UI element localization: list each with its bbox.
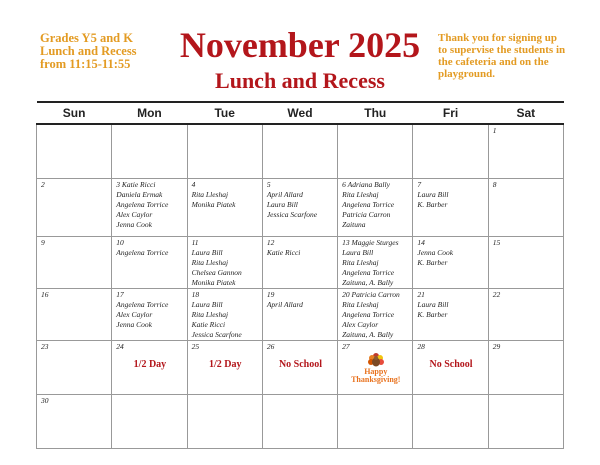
weekday-sun: Sun (37, 102, 112, 124)
volunteer-name: Chelsea Gannon (191, 268, 242, 277)
day-cell (413, 289, 488, 341)
day-cell (262, 179, 337, 237)
volunteer-name: Katie Ricci (191, 320, 226, 329)
volunteer-name: Monika Piatek (191, 278, 236, 287)
volunteer-name: Angelena Torrice (342, 268, 395, 277)
weekday-fri: Fri (413, 102, 488, 124)
day-cell (112, 289, 187, 341)
day-number: 14 (417, 238, 425, 247)
day-number: 17 (116, 290, 124, 299)
day-cell (37, 289, 112, 341)
weekday-wed: Wed (262, 102, 337, 124)
day-cell (338, 289, 413, 341)
volunteer-name: Laura Bill (191, 300, 223, 309)
volunteer-name: Zaituna, A. Bally (342, 330, 394, 339)
day-number: 8 (492, 180, 497, 189)
calendar-title: November 2025 (179, 25, 421, 65)
day-number: 10 (116, 238, 124, 247)
day-number: 5 (266, 180, 271, 189)
volunteer-name: Zaituna, A. Bally (342, 278, 394, 287)
volunteer-name: Patricia Carron (342, 210, 391, 219)
day-number: 12 (266, 238, 275, 247)
volunteer-name: Laura Bill (266, 200, 298, 209)
volunteer-name: Alex Caylor (116, 210, 153, 219)
turkey-icon (368, 352, 384, 368)
day-number: 26 (266, 342, 275, 351)
day-number: 11 (191, 238, 199, 247)
volunteer-name: Daniela Ermak (116, 190, 163, 199)
day-number: 1 (492, 126, 497, 135)
thank-you-note: Thank you for signing up to supervise the students in the cafeteria and on the playground. (438, 32, 566, 80)
day-number: 15 (492, 238, 501, 247)
week-row (37, 289, 564, 341)
volunteer-name: Laura Bill (417, 300, 449, 309)
grade-info: Grades Y5 and K Lunch and Recess from 11:15-11:55 (40, 31, 137, 71)
volunteer-name: Rita Lleshaj (342, 300, 379, 309)
day-cell (338, 395, 413, 449)
volunteer-name: Rita Lleshaj (191, 310, 229, 319)
calendar-body (37, 124, 564, 449)
day-number: 24 (116, 342, 124, 351)
day-cell (262, 289, 337, 341)
volunteer-name: Jessica Scarfone (266, 210, 318, 219)
day-number: 30 (41, 396, 49, 405)
volunteer-name: Angelena Torrice (342, 310, 395, 319)
week-row (37, 179, 564, 237)
thanksgiving-text: Thanksgiving! (351, 375, 401, 384)
day-cell (187, 341, 262, 395)
volunteer-name: Adriana Bally (347, 180, 390, 189)
volunteer-name: Alex Caylor (116, 310, 153, 319)
thanksgiving-graphic (342, 352, 409, 384)
volunteer-name: April Allard (266, 190, 303, 199)
volunteer-name: Rita Lleshaj (191, 258, 229, 267)
day-cell (413, 395, 488, 449)
calendar-grid (36, 101, 564, 449)
day-cell (488, 395, 563, 449)
day-number: 20 Patricia Carron (342, 290, 400, 299)
day-cell (338, 124, 413, 179)
day-cell (37, 395, 112, 449)
day-cell (37, 179, 112, 237)
thanksgiving-text: Happy (364, 367, 388, 376)
day-cell (112, 124, 187, 179)
day-cell (187, 237, 262, 289)
day-cell (187, 124, 262, 179)
day-cell (488, 124, 563, 179)
volunteer-name: Katie Ricci (266, 248, 301, 257)
day-number: 21 (417, 290, 425, 299)
day-number: 28 (417, 342, 425, 351)
volunteer-name: Rita Lleshaj (342, 258, 379, 267)
volunteer-name: Jenna Cook (116, 220, 152, 229)
volunteer-name: Rita Lleshaj (191, 190, 229, 199)
day-number: 9 (41, 238, 45, 247)
volunteer-name: Laura Bill (191, 248, 223, 257)
day-cell (488, 289, 563, 341)
volunteer-name: Angelena Torrice (116, 248, 169, 257)
day-cell (112, 237, 187, 289)
volunteer-name: Rita Lleshaj (342, 190, 379, 199)
volunteer-name: Angelena Torrice (116, 200, 169, 209)
week-row (37, 237, 564, 289)
volunteer-name: Monika Piatek (191, 200, 236, 209)
day-note: No School (429, 359, 473, 370)
calendar-subtitle: Lunch and Recess (215, 68, 385, 93)
volunteer-name: Angelena Torrice (342, 200, 395, 209)
day-number: 18 (191, 290, 200, 299)
volunteer-name: Alex Caylor (342, 320, 379, 329)
day-cell (262, 341, 337, 395)
volunteer-name: Katie Ricci (121, 180, 156, 189)
day-cell (413, 179, 488, 237)
day-cell (37, 124, 112, 179)
day-cell (413, 124, 488, 179)
day-cell (112, 395, 187, 449)
day-number: 7 (417, 180, 422, 189)
day-number: 16 (41, 290, 49, 299)
volunteer-name: K. Barber (417, 200, 448, 209)
volunteer-name: Patricia Carron (351, 290, 400, 299)
day-cell (413, 237, 488, 289)
day-number: 27 (342, 342, 350, 351)
volunteer-name: K. Barber (417, 258, 448, 267)
day-cell (338, 341, 413, 395)
day-number: 2 (41, 180, 45, 189)
day-cell (262, 395, 337, 449)
day-cell (187, 395, 262, 449)
day-number: 25 (191, 342, 200, 351)
day-cell (488, 341, 563, 395)
day-cell (488, 179, 563, 237)
volunteer-name: K. Barber (417, 310, 448, 319)
day-number: 4 (191, 180, 196, 189)
day-cell (187, 289, 262, 341)
day-cell (112, 179, 187, 237)
volunteer-name: Maggie Sturges (351, 238, 399, 247)
day-cell (488, 237, 563, 289)
day-note: No School (278, 359, 323, 370)
day-cell (37, 341, 112, 395)
day-cell (338, 237, 413, 289)
volunteer-name: April Allard (266, 300, 303, 309)
day-note: 1/2 Day (208, 359, 242, 370)
day-cell (413, 341, 488, 395)
day-number: 19 (266, 290, 275, 299)
weekday-header-row (37, 102, 564, 124)
weekday-thu: Thu (338, 102, 413, 124)
day-cell (262, 237, 337, 289)
day-number: 6 Adriana Bally (342, 180, 390, 189)
weekday-tue: Tue (187, 102, 262, 124)
volunteer-name: Jenna Cook (116, 320, 152, 329)
day-number: 29 (492, 342, 501, 351)
day-note: 1/2 Day (133, 359, 167, 370)
volunteer-name: Zaituna (342, 220, 366, 229)
day-cell (187, 179, 262, 237)
day-number: 3 Katie Ricci (116, 180, 156, 189)
volunteer-name: Jenna Cook (417, 248, 454, 257)
volunteer-name: Jessica Scarfone (191, 330, 242, 339)
weekday-sat: Sat (488, 102, 563, 124)
day-cell (338, 179, 413, 237)
week-row (37, 341, 564, 395)
day-number: 23 (41, 342, 49, 351)
day-number: 22 (492, 290, 501, 299)
week-row (37, 395, 564, 449)
volunteer-name: Laura Bill (417, 190, 449, 199)
day-number: 13 Maggie Sturges (342, 238, 399, 247)
week-row (37, 124, 564, 179)
volunteer-name: Laura Bill (342, 248, 374, 257)
volunteer-name: Angelena Torrice (116, 300, 169, 309)
day-cell (112, 341, 187, 395)
day-cell (37, 237, 112, 289)
weekday-mon: Mon (112, 102, 187, 124)
day-cell (262, 124, 337, 179)
